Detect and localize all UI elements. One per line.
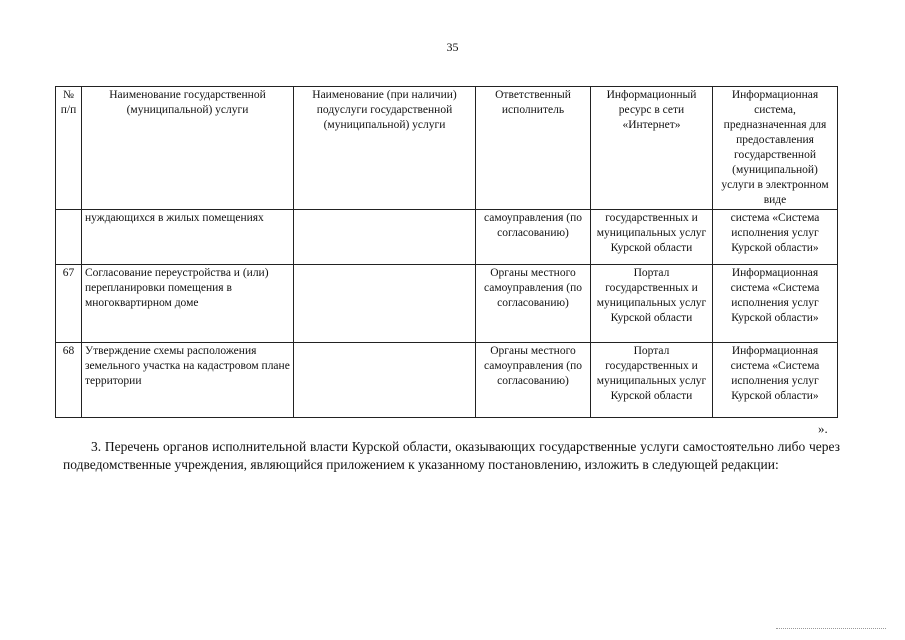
internet-resource: государственных и муниципальных услуг Курской области bbox=[591, 210, 713, 265]
scan-artifact bbox=[776, 628, 886, 632]
information-system: Информационная система «Система исполнения услуг Курской области» bbox=[713, 265, 838, 343]
page-number: 35 bbox=[446, 40, 459, 54]
information-system: Информационная система «Система исполнения услуг Курской области» bbox=[713, 343, 838, 418]
table-row bbox=[56, 265, 838, 343]
closing-quote: ». bbox=[818, 421, 828, 436]
internet-resource: Портал государственных и муниципальных услуг Курской области bbox=[591, 343, 713, 418]
header-service-name: Наименование государственной (муниципальной) услуги bbox=[82, 87, 294, 210]
executor: Органы местного самоуправления (по согласованию) bbox=[476, 265, 591, 343]
row-number: 67 bbox=[56, 265, 82, 343]
services-table bbox=[55, 86, 838, 418]
row-number bbox=[56, 210, 82, 265]
body-paragraph: 3. Перечень органов исполнительной власти Курской области, оказывающих государственные услуги самостоятельно либо через подведомственные учреждения, являющийся приложением к указанному постановлению, изложить в следующей редакции: bbox=[63, 439, 840, 472]
service-name: Утверждение схемы расположения земельного участка на кадастровом плане территории bbox=[82, 343, 294, 418]
service-name: нуждающихся в жилых помещениях bbox=[82, 210, 294, 265]
table-header-row bbox=[56, 87, 838, 210]
subservice bbox=[294, 343, 476, 418]
subservice bbox=[294, 210, 476, 265]
executor: самоуправления (по согласованию) bbox=[476, 210, 591, 265]
information-system: система «Система исполнения услуг Курской области» bbox=[713, 210, 838, 265]
header-information-system: Информационная система, предназначенная для предоставления государственной (муниципальной) услуги в электронном виде bbox=[713, 87, 838, 210]
header-number: № п/п bbox=[56, 87, 82, 210]
table-row bbox=[56, 210, 838, 265]
subservice bbox=[294, 265, 476, 343]
header-internet-resource: Информационный ресурс в сети «Интернет» bbox=[591, 87, 713, 210]
executor: Органы местного самоуправления (по согласованию) bbox=[476, 343, 591, 418]
header-subservice: Наименование (при наличии) подуслуги государственной (муниципальной) услуги bbox=[294, 87, 476, 210]
row-number: 68 bbox=[56, 343, 82, 418]
table-row bbox=[56, 343, 838, 418]
header-executor: Ответственный исполнитель bbox=[476, 87, 591, 210]
internet-resource: Портал государственных и муниципальных услуг Курской области bbox=[591, 265, 713, 343]
service-name: Согласование переустройства и (или) перепланировки помещения в многоквартирном доме bbox=[82, 265, 294, 343]
